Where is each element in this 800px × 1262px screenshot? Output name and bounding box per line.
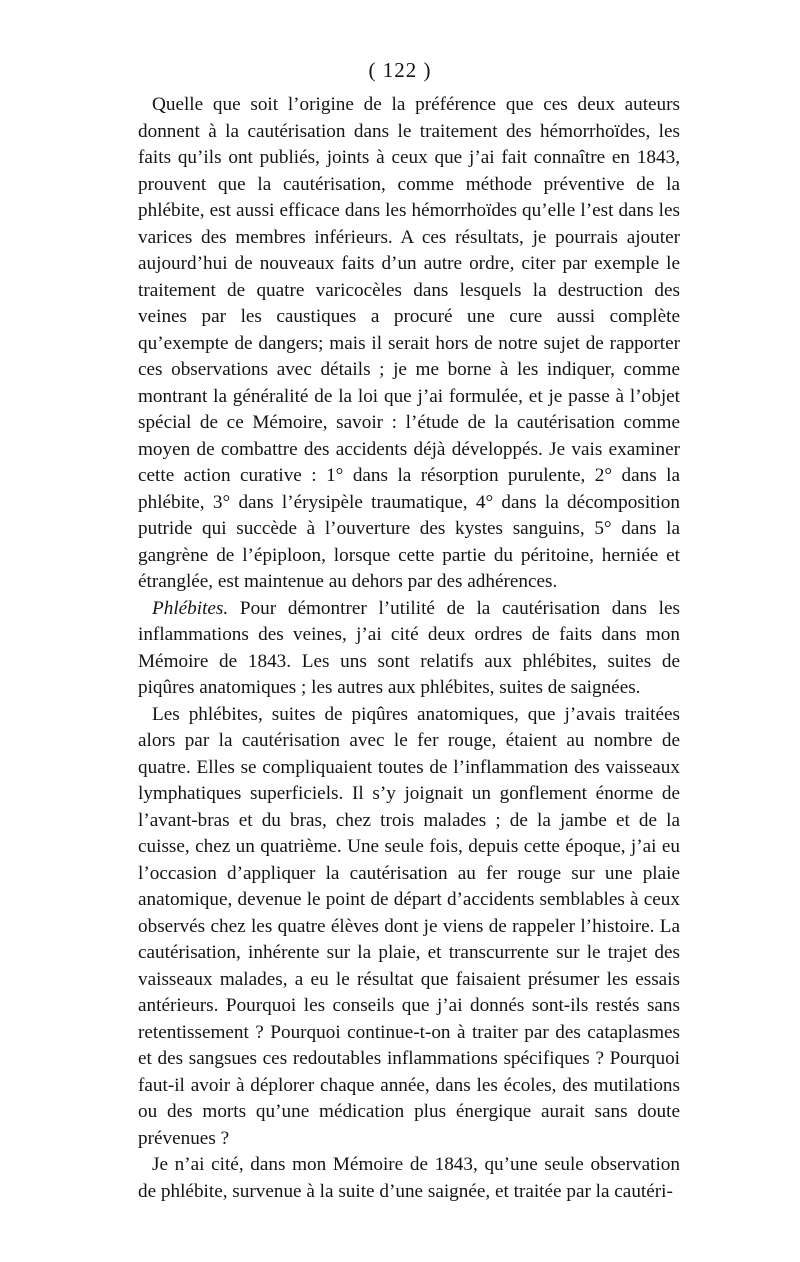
- paragraph-4: Je n’ai cité, dans mon Mémoire de 1843, qu’une seule observation de phlébite, survenue à la suite d’une saignée, et traitée par la cautéri-: [138, 1154, 680, 1202]
- section-heading-phlebites: Phlébites.: [152, 597, 229, 619]
- paragraph-2: [138, 596, 680, 702]
- body-text: [138, 92, 680, 1205]
- page-number: ( 122 ): [368, 58, 432, 82]
- paragraph-3: Les phlébites, suites de piqûres anatomiques, que j’avais traitées alors par la cautérisation avec le fer rouge, étaient au nombre de quatre. Elles se compliquaient toutes de l’inflammation des vaisseaux lymphatiques superficiels. Il s’y joignait un gonflement énorme de l’avant-bras et du bras, chez trois malades ; de la jambe et de la cuisse, chez un quatrième. Une seule fois, depuis cette époque, j’ai eu l’occasion d’appliquer la cautérisation au fer rouge sur une plaie anatomique, devenue le point de départ d’accidents semblables à ceux observés chez les quatre élèves dont je viens de rappeler l’histoire. La cautérisation, inhérente sur la plaie, et transcurrente sur le trajet des vaisseaux malades, a eu le résultat que faisaient présumer les essais antérieurs. Pourquoi les conseils que j’ai donnés sont-ils restés sans retentissement ? Pourquoi continue-t-on à traiter par des cataplasmes et des sangsues ces redoutables inflammations spécifiques ? Pourquoi faut-il avoir à déplorer chaque année, dans les écoles, des mutilations ou des morts qu’une médication plus énergique aurait sans doute prévenues ?: [138, 703, 680, 1149]
- paragraph-1: Quelle que soit l’origine de la préférence que ces deux auteurs donnent à la cautérisation dans le traitement des hémorrhoïdes, les faits qu’ils ont publiés, joints à ceux que j’ai fait connaître en 1843, prouvent que la cautérisation, comme méthode préventive de la phlébite, est aussi efficace dans les hémorrhoïdes qu’elle l’est dans les varices des membres inférieurs. A ces résultats, je pourrais ajouter aujourd’hui de nouveaux faits d’un autre ordre, citer par exemple le traitement de quatre varicocèles dans lesquels la destruction des veines par les caustiques a procuré une cure aussi complète qu’exempte de dangers; mais il serait hors de notre sujet de rapporter ces observations avec détails ; je me borne à les indiquer, comme montrant la généralité de la loi que j’ai formulée, et je passe à l’objet spécial de ce Mémoire, savoir : l’étude de la cautérisation comme moyen de combattre des accidents déjà développés. Je vais examiner cette action curative : 1° dans la résorption purulente, 2° dans la phlébite, 3° dans l’érysipèle traumatique, 4° dans la décomposition putride qui succède à l’ouverture des kystes sanguins, 5° dans la gangrène de l’épiploon, lorsque cette partie du péritoine, herniée et étranglée, est maintenue au dehors par des adhérences.: [138, 94, 680, 592]
- paragraph-2-text: Pour démontrer l’utilité de la cautérisation dans les inflammations des veines, j’ai cité deux ordres de faits dans mon Mémoire de 1843. Les uns sont relatifs aux phlébites, suites de piqûres anatomiques ; les autres aux phlébites, suites de saignées.: [138, 597, 680, 698]
